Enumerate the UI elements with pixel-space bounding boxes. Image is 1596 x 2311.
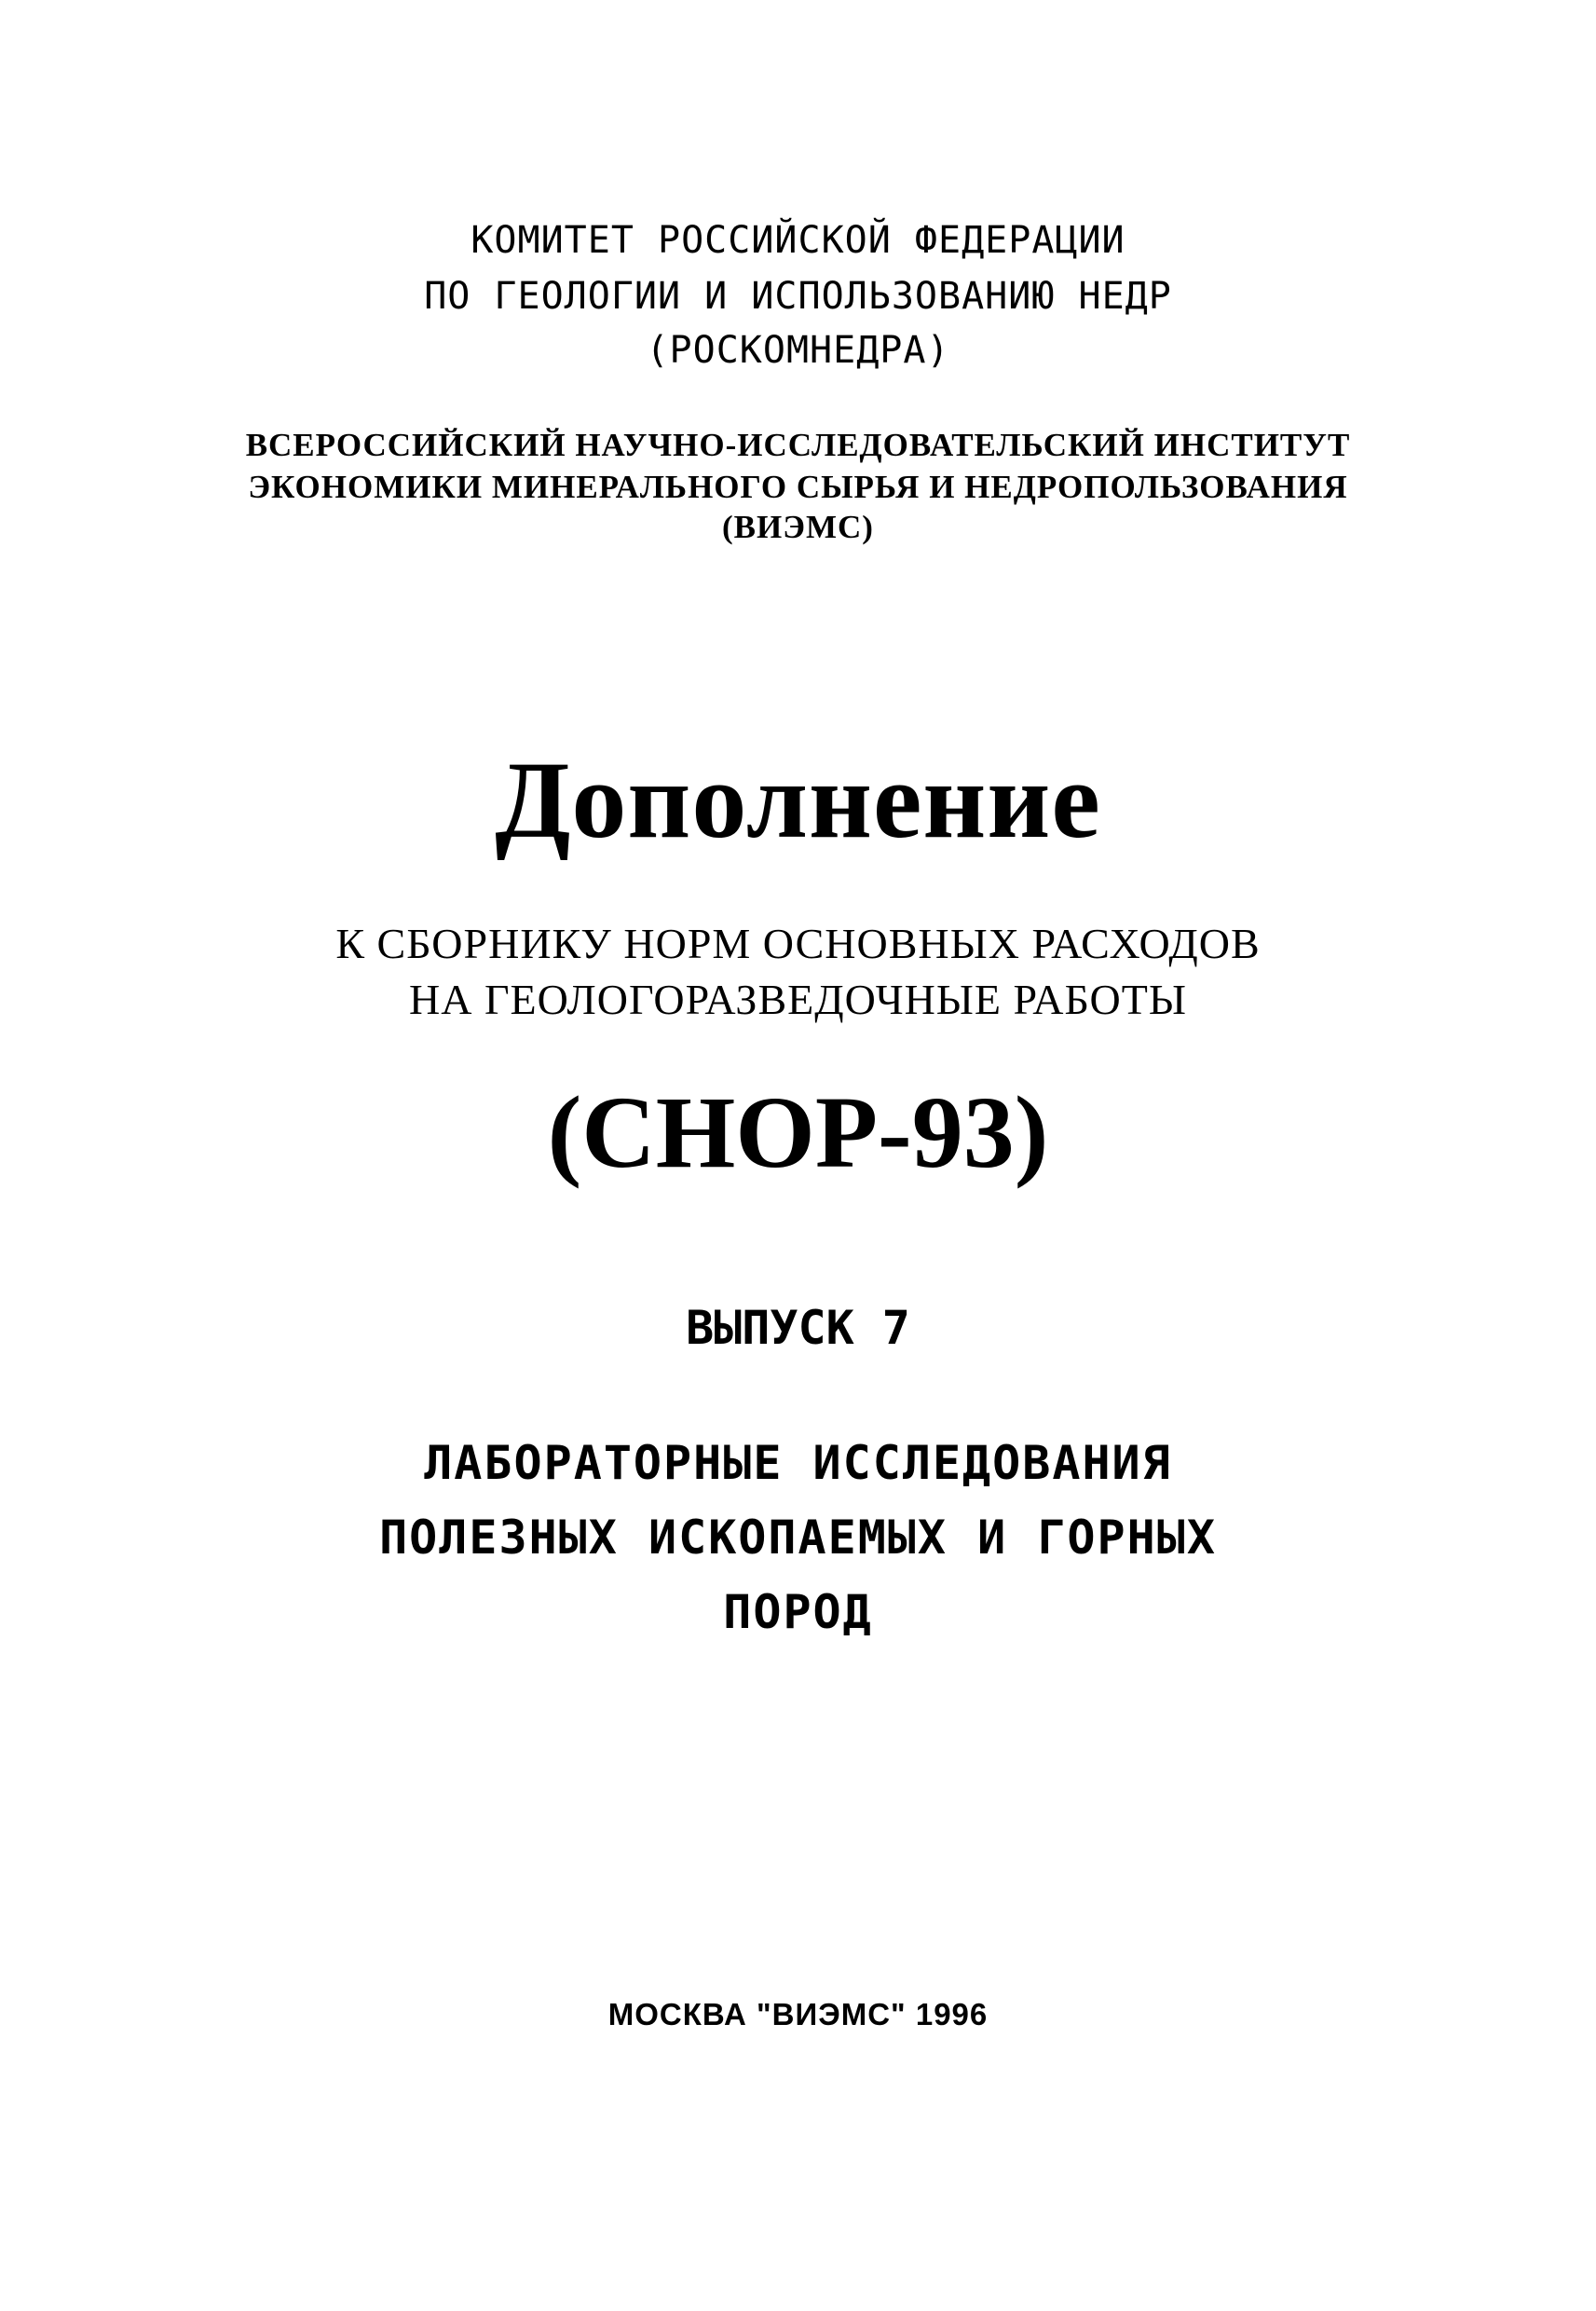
topic-line-2: ПОЛЕЗНЫХ ИСКОПАЕМЫХ И ГОРНЫХ <box>379 1511 1217 1565</box>
document-code: (СНОР-93) <box>547 1075 1049 1189</box>
document-title: Дополнение <box>495 739 1101 861</box>
topic-line-3: ПОРОД <box>723 1585 873 1639</box>
institute-name-line-2: ЭКОНОМИКИ МИНЕРАЛЬНОГО СЫРЬЯ И НЕДРОПОЛЬЗОВАНИЯ <box>248 469 1348 505</box>
issue-number: ВЫПУСК 7 <box>686 1301 910 1355</box>
topic-line-1: ЛАБОРАТОРНЫЕ ИССЛЕДОВАНИЯ <box>424 1436 1172 1490</box>
committee-name-line-2: ПО ГЕОЛОГИИ И ИСПОЛЬЗОВАНИЮ НЕДР <box>424 275 1172 318</box>
committee-abbreviation: (РОСКОМНЕДРА) <box>646 329 950 372</box>
institute-name-line-1: ВСЕРОССИЙСКИЙ НАУЧНО-ИССЛЕДОВАТЕЛЬСКИЙ ИНСТИТУТ <box>245 427 1351 463</box>
subtitle-line-1: К СБОРНИКУ НОРМ ОСНОВНЫХ РАСХОДОВ <box>335 920 1261 967</box>
publisher-imprint: МОСКВА "ВИЭМС" 1996 <box>607 1997 989 2031</box>
institute-abbreviation: (ВИЭМС) <box>722 509 874 545</box>
subtitle-line-2: НА ГЕОЛОГОРАЗВЕДОЧНЫЕ РАБОТЫ <box>409 976 1187 1023</box>
committee-name-line-1: КОМИТЕТ РОССИЙСКОЙ ФЕДЕРАЦИИ <box>471 219 1125 262</box>
